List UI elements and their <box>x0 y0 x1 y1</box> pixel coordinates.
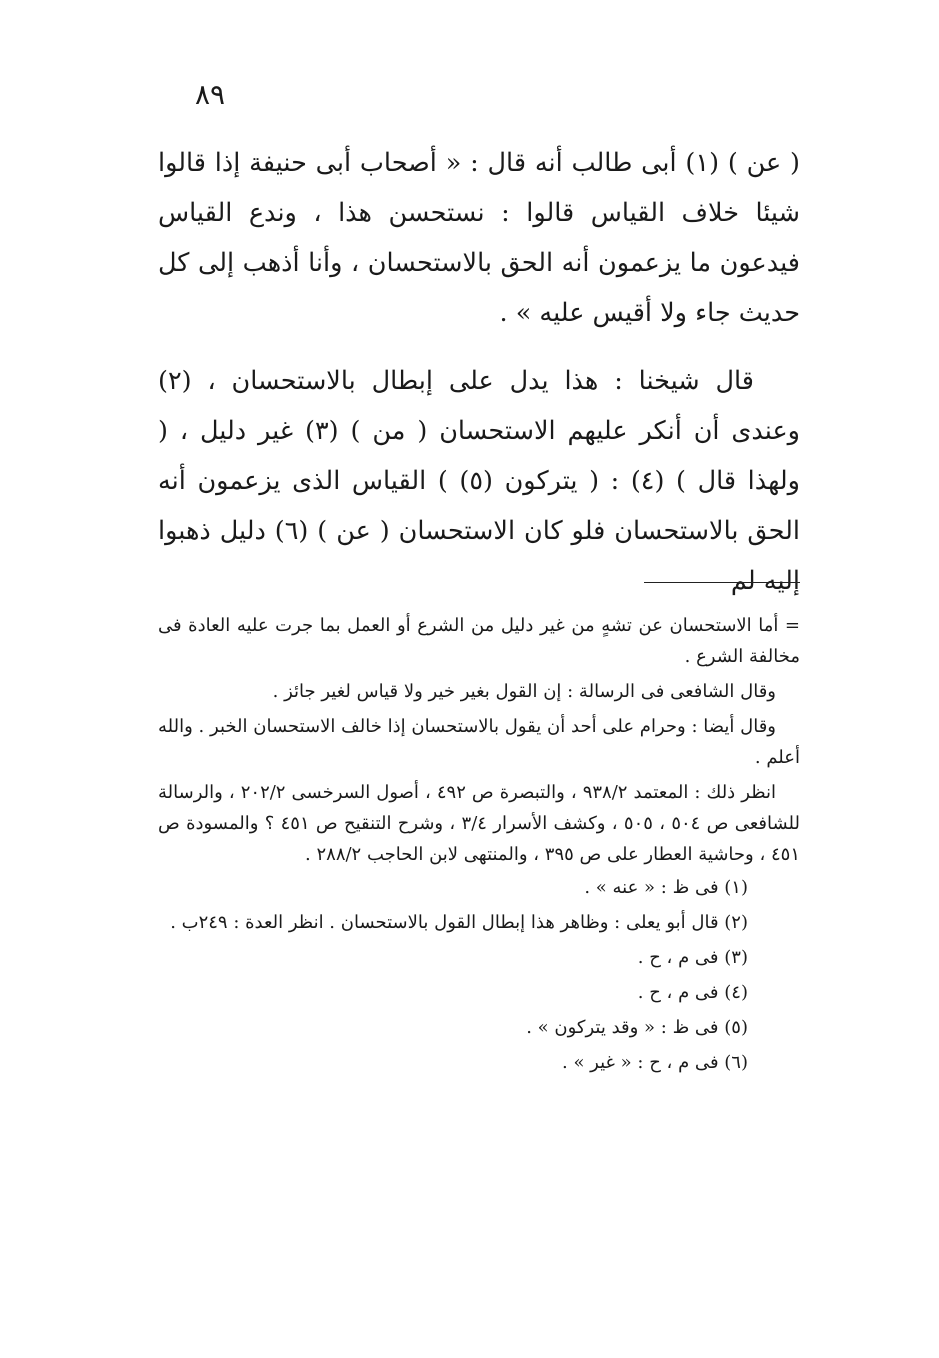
page-number: ٨٩ <box>195 78 226 111</box>
footnote-item: (٥) فى ظ : « وقد يتركون » . <box>526 1017 748 1038</box>
footnote-divider <box>644 582 800 583</box>
footnote-item: (١) فى ظ : « عنه » . <box>584 877 748 898</box>
footnote-item: (٣) فى م ، ح . <box>637 947 748 968</box>
footnote-paragraph: وقال أيضا : وحرام على أحد أن يقول بالاستحسان إذا خالف الاستحسان الخبر . والله أعلم . <box>158 716 800 768</box>
footnotes <box>158 610 800 1078</box>
footnote-paragraph: وقال الشافعى فى الرسالة : إن القول بغير خير ولا قياس لغير جائز . <box>272 681 776 702</box>
main-text <box>158 138 800 606</box>
footnote-list <box>158 872 800 1078</box>
footnote-item: (٢) قال أبو يعلى : وظاهر هذا إبطال القول بالاستحسان . انظر العدة : ٢٤٩ب . <box>170 912 748 933</box>
footnote-references: انظر ذلك : المعتمد ٩٣٨/٢ ، والتبصرة ص ٤٩٢ ، أصول السرخسى ٢٠٢/٢ ، والرسالة للشافعى ص ٥٠٤ ، ٥٠٥ ، وكشف الأسرار ٣/٤ ، وشرح التنقيح ص ٤٥١ ؟ والمسودة ص ٤٥١ ، وحاشية العطار على ص ٣٩٥ ، والمنتهى لابن الحاجب ٢٨٨/٢ . <box>158 782 801 865</box>
footnote-continuation: = أما الاستحسان عن تشهٍ من غير دليل من الشرع أو العمل بما جرت عليه العادة فى مخالفة الشرع . <box>158 615 800 667</box>
footnote-item: (٦) فى م ، ح : « غير » . <box>562 1052 748 1073</box>
footnote-item: (٤) فى م ، ح . <box>637 982 748 1003</box>
main-paragraph: قال شيخنا : هذا يدل على إبطال بالاستحسان ، (٢) وعندى أن أنكر عليهم الاستحسان ( من ) (٣) غير دليل ، ( ولهذا قال ) (٤) : ( يتركون (٥) ) القياس الذى يزعمون أنه الحق بالاستحسان فلو كان الاستحسان ( عن ) (٦) دليل ذهبوا إليه لم <box>158 366 800 596</box>
main-paragraph: ( عن ) (١) أبى طالب أنه قال : « أصحاب أبى حنيفة إذا قالوا شيئا خلاف القياس قالوا : نستحسن هذا ، وندع القياس فيدعون ما يزعمون أنه الحق بالاستحسان ، وأنا أذهب إلى كل حديث جاء ولا أقيس عليه » . <box>158 148 800 328</box>
